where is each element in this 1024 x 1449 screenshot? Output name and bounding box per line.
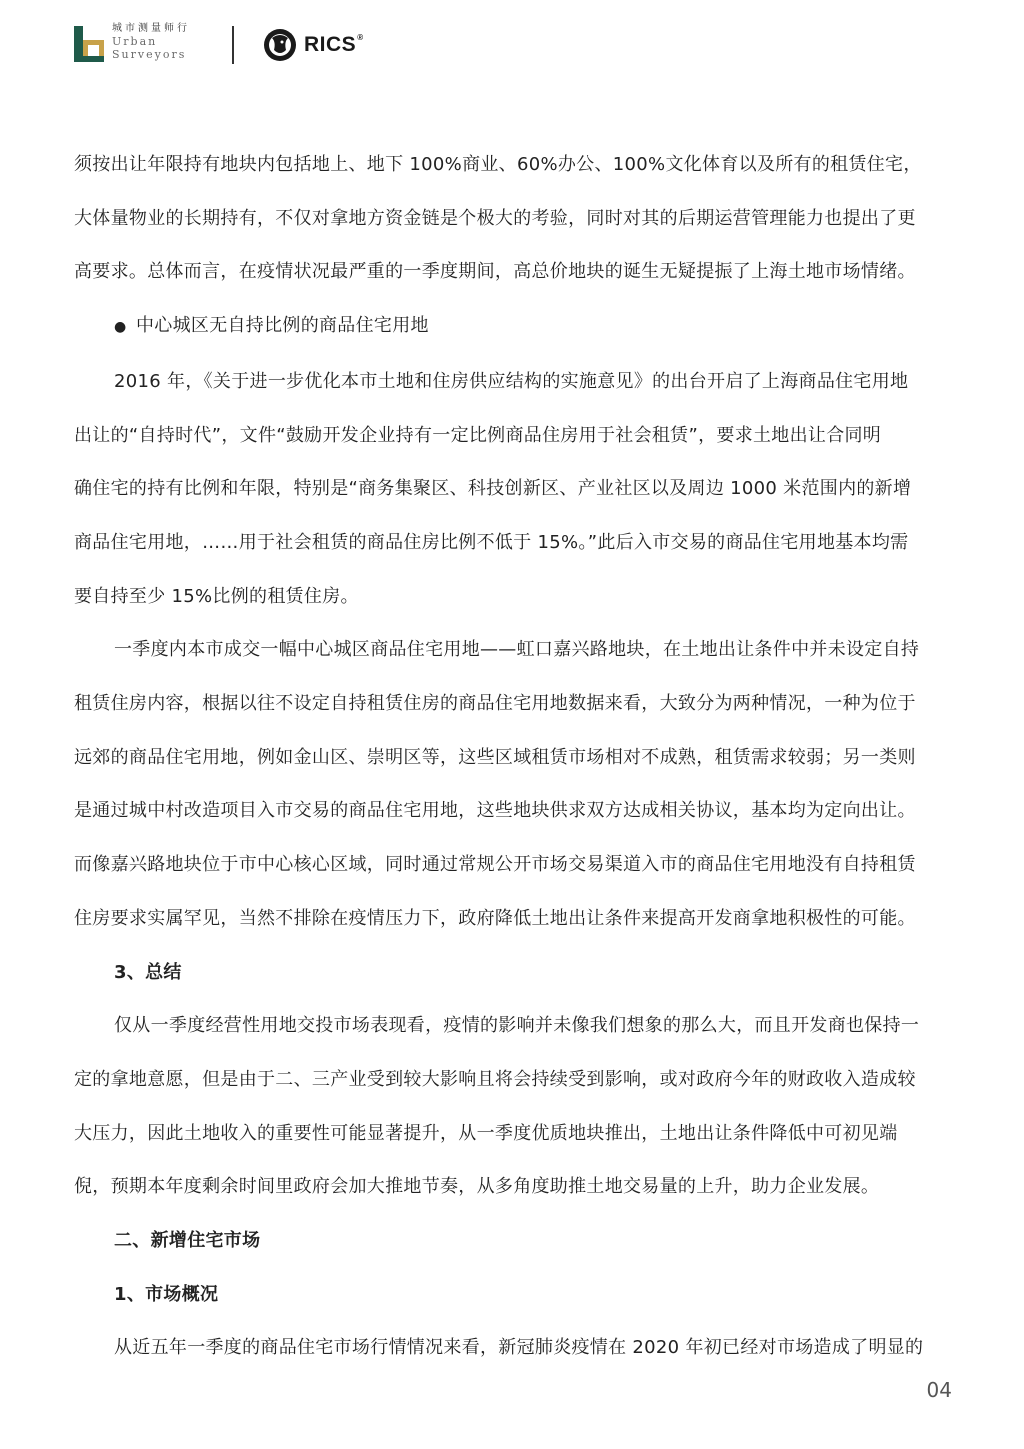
- bullet-icon: ●: [114, 319, 127, 336]
- rics-label: RICS: [304, 33, 357, 56]
- logo-english-line1: Urban: [112, 35, 158, 48]
- paragraph-line: 2016 年，《关于进一步优化本市土地和住房供应结构的实施意见》的出台开启了上海商品住宅用地: [114, 370, 909, 392]
- subsection-heading: 1、市场概况: [114, 1283, 219, 1305]
- paragraph-line: 仅从一季度经营性用地交投市场表现看，疫情的影响并未像我们想象的那么大，而且开发商也保持一: [114, 1015, 920, 1037]
- bullet-item: [74, 299, 954, 355]
- paragraph-line: 从近五年一季度的商品住宅市场行情情况来看，新冠肺炎疫情在 2020 年初已经对市场造成了明显的: [114, 1337, 924, 1359]
- paragraph-line: 定的拿地意愿，但是由于二、三产业受到较大影响且将会持续受到影响，或对政府今年的财政收入造成较: [74, 1068, 916, 1090]
- paragraph-line: 大压力，因此土地收入的重要性可能显著提升，从一季度优质地块推出，土地出让条件降低中可初见端: [74, 1122, 898, 1144]
- paragraph-line: 大体量物业的长期持有，不仅对拿地方资金链是个极大的考验，同时对其的后期运营管理能力也提出了更: [74, 207, 916, 229]
- paragraph-line: 出让的“自持时代”，文件“鼓励开发企业持有一定比例商品住房用于社会租赁”，要求土地出让合同明: [74, 424, 882, 446]
- paragraph-line: 须按出让年限持有地块内包括地上、地下 100%商业、60%办公、100%文化体育以及所有的租赁住宅，: [74, 154, 922, 175]
- logo-text: [112, 22, 190, 61]
- bullet-text: 中心城区无自持比例的商品住宅用地: [136, 315, 429, 337]
- rics-lion-icon: [262, 26, 298, 64]
- paragraph-line: 而像嘉兴路地块位于市中心核心区域，同时通过常规公开市场交易渠道入市的商品住宅用地没有自持租赁: [74, 854, 916, 876]
- body-text: [74, 138, 954, 1375]
- section-heading: 二、新增住宅市场: [114, 1230, 261, 1252]
- paragraph-line: 高要求。总体而言，在疫情状况最严重的一季度期间，高总价地块的诞生无疑提振了上海土地市场情绪。: [74, 261, 916, 283]
- paragraph-line: 远郊的商品住宅用地，例如金山区、崇明区等，这些区域租赁市场相对不成熟，租赁需求较弱；另一类则: [74, 746, 916, 768]
- paragraph-line: 倪，预期本年度剩余时间里政府会加大推地节奏，从多角度助推土地交易量的上升，助力企业发展。: [74, 1176, 880, 1198]
- paragraph-line: 一季度内本市成交一幅中心城区商品住宅用地——虹口嘉兴路地块，在土地出让条件中并未设定自持: [114, 639, 920, 661]
- paragraph-line: 租赁住房内容，根据以往不设定自持租赁住房的商品住宅用地数据来看，大致分为两种情况，一种为位于: [74, 693, 916, 715]
- urban-surveyors-logo-icon: [74, 26, 104, 62]
- rics-registered-mark: ®: [357, 33, 364, 42]
- logo-english-line2: Surveyors: [112, 48, 187, 61]
- paragraph-line: 是通过城中村改造项目入市交易的商品住宅用地，这些地块供求双方达成相关协议，基本均为定向出让。: [74, 800, 916, 822]
- paragraph-line: 确住宅的持有比例和年限，特别是“商务集聚区、科技创新区、产业社区以及周边 1000 米范围内的新增: [74, 478, 912, 500]
- section-heading: 3、总结: [114, 961, 182, 983]
- page-header: [74, 20, 394, 68]
- rics-wordmark: [304, 33, 364, 57]
- paragraph-line: 住房要求实属罕见，当然不排除在疫情压力下，政府降低土地出让条件来提高开发商拿地积极性的可能。: [74, 907, 916, 929]
- paragraph-line: 要自持至少 15%比例的租赁住房。: [74, 585, 359, 607]
- paragraph-line: 商品住宅用地，……用于社会租赁的商品住房比例不低于 15%。”此后入市交易的商品住宅用地基本均需: [74, 531, 909, 553]
- logo-chinese-name: 城市测量师行: [112, 23, 190, 34]
- header-divider: [232, 26, 234, 64]
- page-number: 04: [926, 1378, 952, 1402]
